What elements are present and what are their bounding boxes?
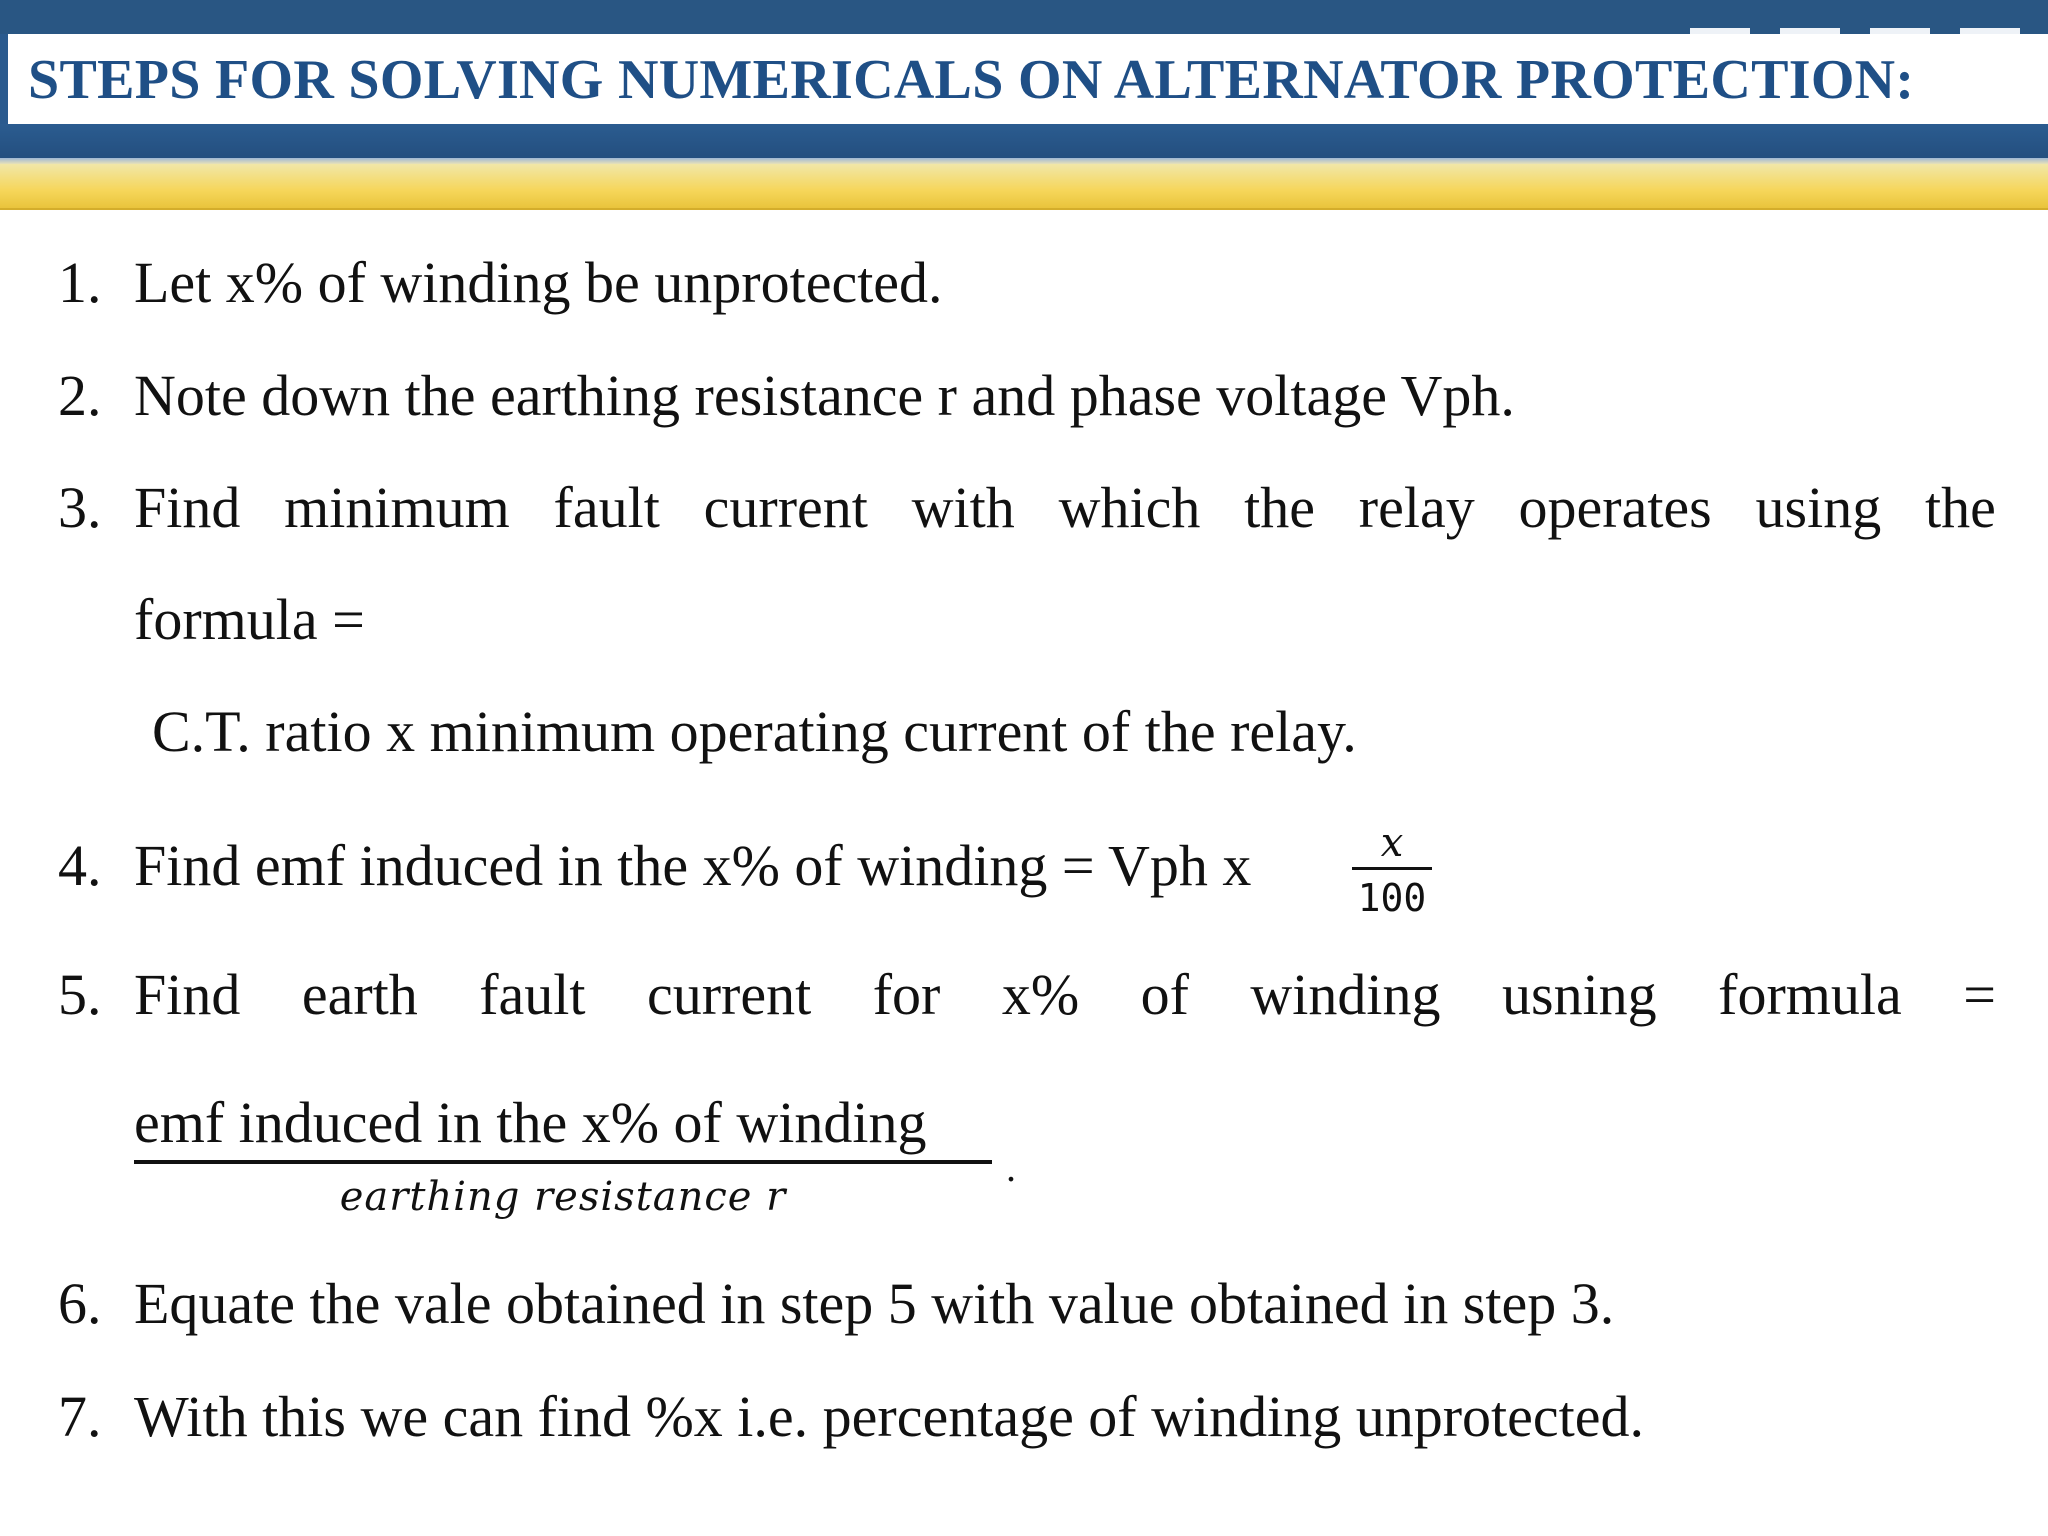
word: winding [1250,962,1441,1027]
word: x% [1001,962,1080,1027]
step-number: 7. [58,1384,102,1449]
step-text: Note down the earthing resistance r and phase voltage Vph. [134,363,1515,428]
word: = [1963,962,1996,1027]
word: the [1925,475,1996,540]
word: with [911,475,1015,540]
step-text: Find emf induced in the x% of winding = Vph x [134,833,1252,898]
word: which [1058,475,1201,540]
step-number: 4. [58,833,102,898]
trailing-period: . [1006,1145,1016,1190]
step-text: Equate the vale obtained in step 5 with value obtained in step 3. [134,1271,1615,1336]
word: earth [301,962,418,1027]
header-gold-band [0,164,2048,210]
step-number: 1. [58,250,102,315]
fraction-numerator: emf induced in the x% of winding [134,1090,927,1155]
header-strip [0,124,2048,158]
word: using [1755,475,1882,540]
word: relay [1358,475,1475,540]
word: operates [1518,475,1712,540]
page-title: STEPS FOR SOLVING NUMERICALS ON ALTERNATOR PROTECTION: [28,49,1915,111]
fraction-denominator: 100 [1357,876,1427,920]
word: Find [134,475,241,540]
fraction-denominator: earthing resistance r [339,1174,787,1220]
step-text-justified [134,962,1996,1027]
fraction-bar [1352,867,1432,870]
word: Find [134,962,241,1027]
step-text: Let x% of winding be unprotected. [134,250,943,315]
fraction-bar [134,1160,992,1164]
step-number: 5. [58,962,102,1027]
fraction-x-over-100 [1348,820,1436,920]
word: minimum [284,475,510,540]
formula-text: C.T. ratio x minimum operating current of the relay. [152,699,1357,764]
step-text-justified [134,475,1996,540]
word: of [1140,962,1189,1027]
word: the [1244,475,1315,540]
fraction-numerator: x [1380,820,1404,866]
step-number: 6. [58,1271,102,1336]
word: current [703,475,868,540]
step-text: With this we can find %x i.e. percentage of winding unprotected. [134,1384,1645,1449]
step-number: 2. [58,363,102,428]
step-text-continued: formula = [134,587,365,652]
step-number: 3. [58,475,102,540]
word: fault [553,475,660,540]
word: fault [479,962,586,1027]
word: for [872,962,941,1027]
word: formula [1718,962,1902,1027]
word: current [647,962,812,1027]
word: usning [1502,962,1657,1027]
